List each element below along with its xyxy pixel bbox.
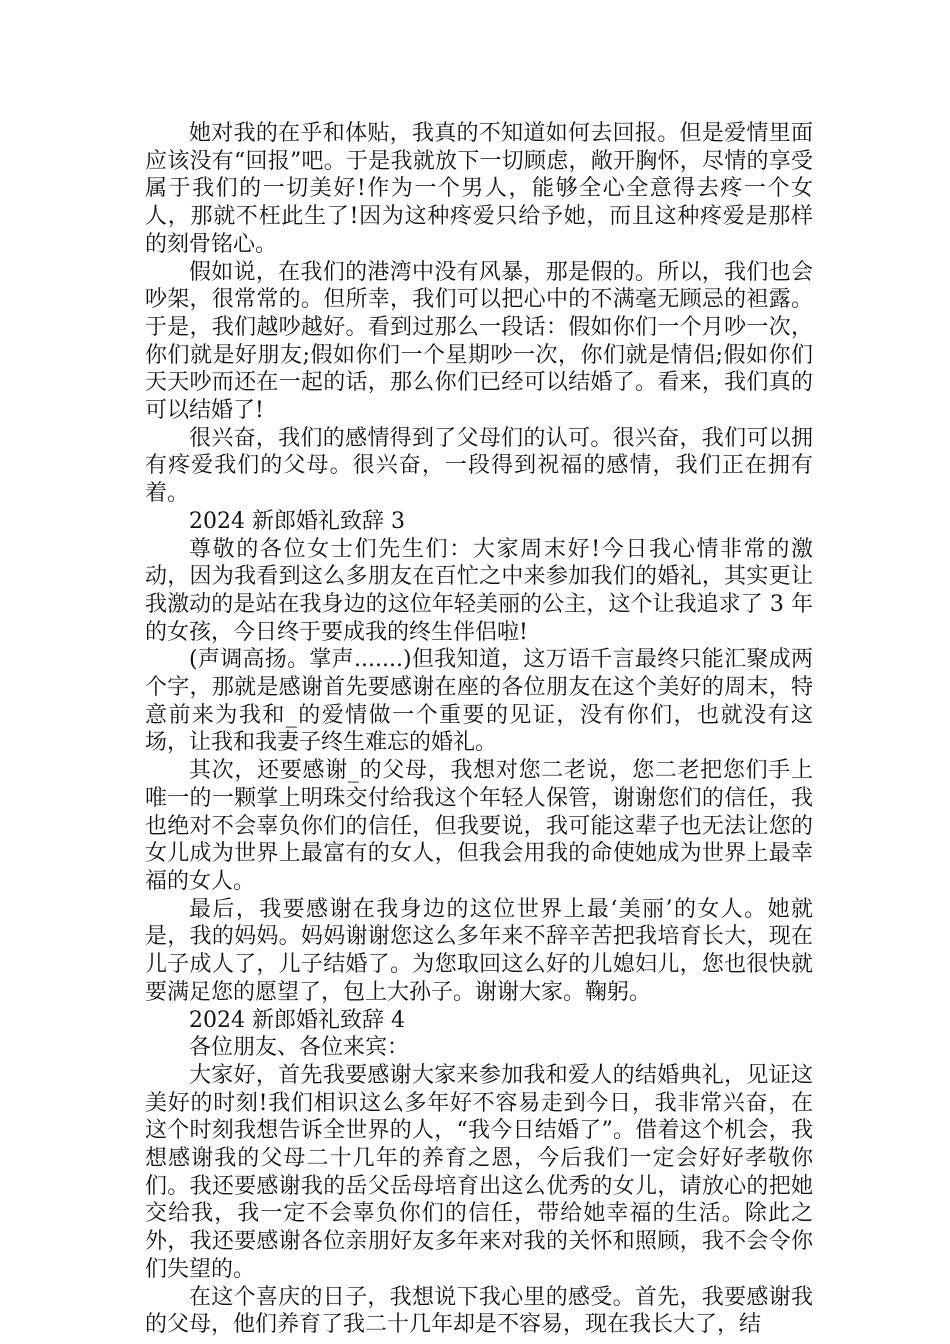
paragraph: 最后，我要感谢在我身边的这位世界上最‘美丽’的女人。她就是，我的妈妈。妈妈谢谢您这么多年来不辞辛苦把我培育长大，现在儿子成人了，儿子结婚了。为您取回这么好的儿媳妇儿，您也很快就要满足您的愿望了，包上大孙子。谢谢大家。鞠躬。 [145, 896, 813, 1005]
section-heading: 2024 新郎婚礼致辞 3 [189, 508, 405, 534]
salutation: 各位朋友、各位来宾： [189, 1035, 410, 1061]
paragraph: 大家好，首先我要感谢大家来参加我和爱人的结婚典礼，见证这美好的时刻!我们相识这么多年好不容易走到今日，我非常兴奋，在这个时刻我想告诉全世界的人，“我今日结婚了”。借着这个机会，我想感谢我的父母二十几年的养育之恩，今后我们一定会好好孝敬你们。我还要感谢我的岳父岳母培育出这么优秀的女儿，请放心的把她交给我，我一定不会辜负你们的信任，带给她幸福的生活。除此之外，我还要感谢各位亲朋好友多年来对我的关怀和照顾，我不会令你们失望的。 [145, 1062, 813, 1282]
paragraph: (声调高扬。掌声.......)但我知道，这万语千言最终只能汇聚成两个字，那就是感谢首先要感谢在座的各位朋友在这个美好的周末，特意前来为我和_的爱情做一个重要的见证，没有你们，也就没有这场，让我和我妻子终生难忘的婚礼。 [145, 647, 813, 756]
paragraph: 她对我的在乎和体贴，我真的不知道如何去回报。但是爱情里面应该没有“回报”吧。于是我就放下一切顾虑，敞开胸怀，尽情的享受属于我们的一切美好!作为一个男人，能够全心全意得去疼一个女人，那就不枉此生了!因为这种疼爱只给予她，而且这种疼爱是那样的刻骨铭心。 [145, 121, 813, 257]
paragraph: 在这个喜庆的日子，我想说下我心里的感受。首先，我要感谢我的父母，他们养育了我二十几年却是不容易，现在我长大了，结 [145, 1284, 813, 1338]
paragraph: 假如说，在我们的港湾中没有风暴，那是假的。所以，我们也会吵架，很常常的。但所幸，我们可以把心中的不满毫无顾忌的袒露。于是，我们越吵越好。看到过那么一段话：假如你们一个月吵一次，你们就是好朋友;假如你们一个星期吵一次，你们就是情侣;假如你们天天吵而还在一起的话，那么你们已经可以结婚了。看来，我们真的可以结婚了! [145, 259, 813, 424]
paragraph: 很兴奋，我们的感情得到了父母们的认可。很兴奋，我们可以拥有疼爱我们的父母。很兴奋，一段得到祝福的感情，我们正在拥有着。 [145, 425, 813, 507]
section-heading: 2024 新郎婚礼致辞 4 [189, 1007, 405, 1033]
document-page [145, 120, 813, 1339]
paragraph: 尊敬的各位女士们先生们：大家周末好!今日我心情非常的激动，因为我看到这么多朋友在百忙之中来参加我们的婚礼，其实更让我激动的是站在我身边的这位年轻美丽的公主，这个让我追求了 3 年的女孩，今日终于要成我的终生伴侣啦! [145, 536, 813, 645]
paragraph: 其次，还要感谢_的父母，我想对您二老说，您二老把您们手上唯一的一颗掌上明珠交付给我这个年轻人保管，谢谢您们的信任，我也绝对不会辜负你们的信任，但我要说，我可能这辈子也无法让您的女儿成为世界上最富有的女人，但我会用我的命使她成为世界上最幸福的女人。 [145, 758, 813, 894]
